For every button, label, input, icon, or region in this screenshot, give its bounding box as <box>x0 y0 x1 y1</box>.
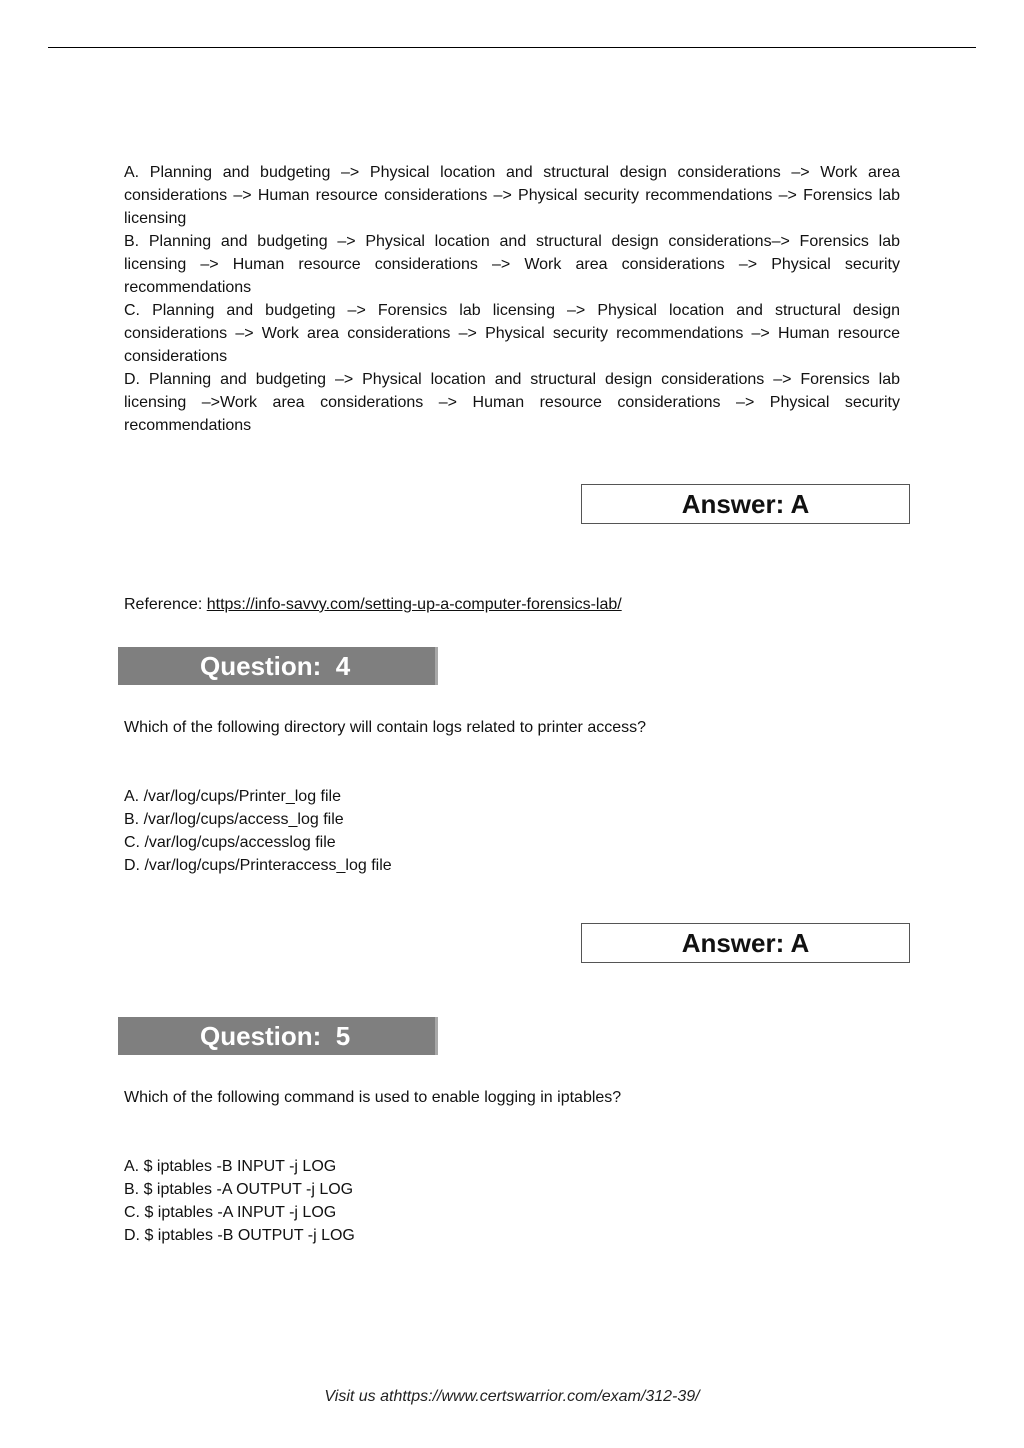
option-b: B. Planning and budgeting –> Physical location and structural design considerations–> Forensics lab licensing –> Human resource considerations –> Work area considerations –> Physical security recommendations <box>124 233 900 296</box>
option-c: C. /var/log/cups/accesslog file <box>124 834 336 851</box>
question-4-title: Question: 4 <box>200 651 351 681</box>
option-c: C. $ iptables -A INPUT -j LOG <box>124 1204 337 1221</box>
question-4-text: Which of the following directory will contain logs related to printer access? <box>124 719 647 736</box>
option-c: C. Planning and budgeting –> Forensics lab licensing –> Physical location and structural design considerations –> Work area considerations –> Physical security recommendations –> Human resource considerations <box>124 302 900 365</box>
reference-label: Reference: <box>124 596 207 613</box>
option-d: D. $ iptables -B OUTPUT -j LOG <box>124 1227 355 1244</box>
question-5-options <box>124 1155 355 1247</box>
option-b: B. /var/log/cups/access_log file <box>124 811 344 828</box>
question-5-banner <box>118 1017 438 1055</box>
option-b: B. $ iptables -A OUTPUT -j LOG <box>124 1181 354 1198</box>
header-rule <box>48 47 976 48</box>
answer-box-prev: Answer: A <box>581 484 910 524</box>
option-a: A. $ iptables -B INPUT -j LOG <box>124 1158 337 1175</box>
answer-box-question-4: Answer: A <box>581 923 910 963</box>
option-d: D. Planning and budgeting –> Physical location and structural design considerations –> Forensics lab licensing –>Work area considerations –> Human resource considerations –> Physical security recommendations <box>124 371 900 434</box>
question-5-text: Which of the following command is used to enable logging in iptables? <box>124 1089 622 1106</box>
footer-text: Visit us athttps://www.certswarrior.com/exam/312-39/ <box>324 1388 700 1405</box>
question-4-banner <box>118 647 438 685</box>
question-5-title: Question: 5 <box>200 1021 351 1051</box>
reference-link[interactable]: https://info-savvy.com/setting-up-a-computer-forensics-lab/ <box>206 596 622 613</box>
reference <box>124 593 900 616</box>
prev-question-options <box>124 161 900 437</box>
question-4-options <box>124 785 392 877</box>
option-a: A. /var/log/cups/Printer_log file <box>124 788 341 805</box>
option-d: D. /var/log/cups/Printeraccess_log file <box>124 857 392 874</box>
option-a: A. Planning and budgeting –> Physical location and structural design considerations –> Work area considerations –> Human resource considerations –> Physical security recommendations –> Forensics lab licensing <box>124 164 900 227</box>
